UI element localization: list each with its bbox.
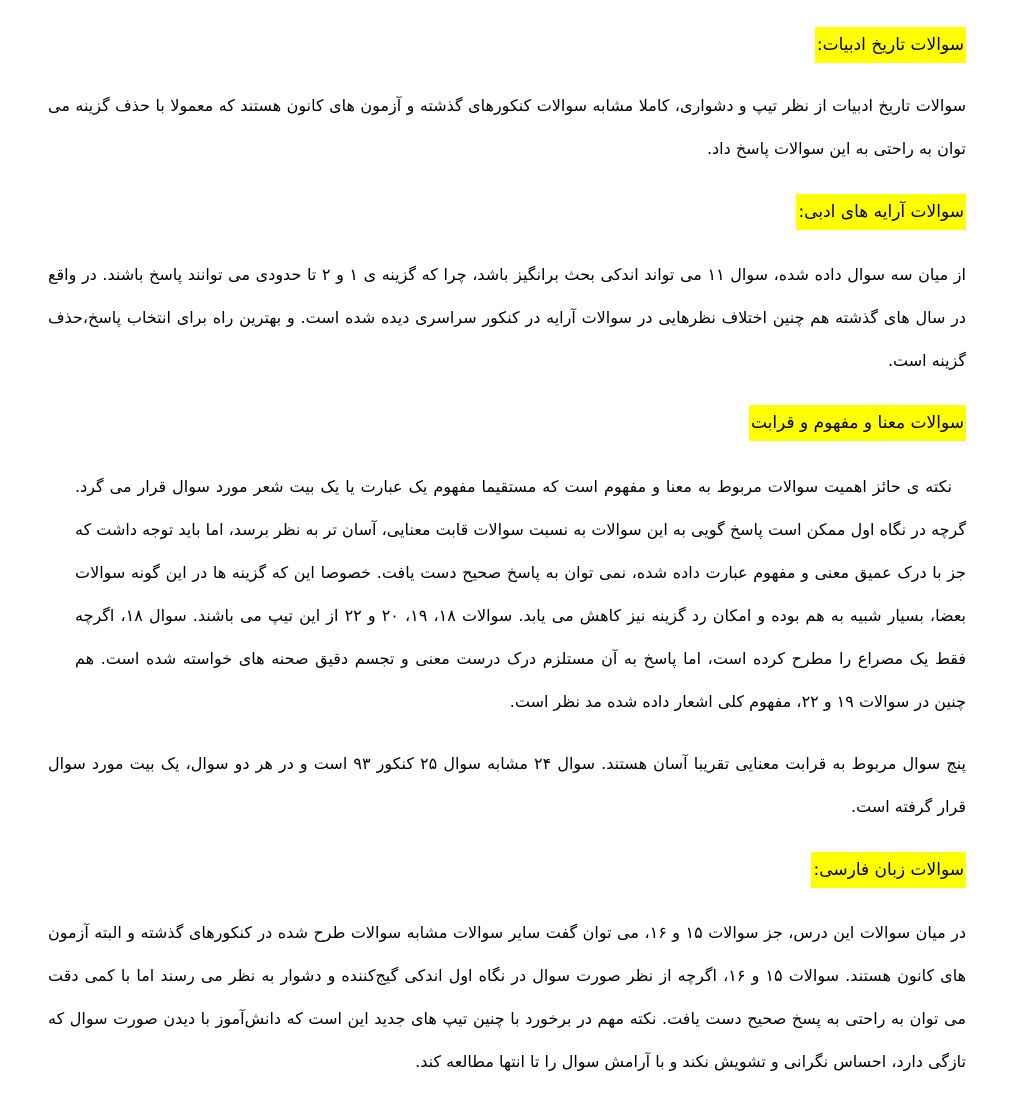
paragraph-persian-language: در میان سوالات این درس، جز سوالات ۱۵ و ۱۶، می توان گفت سایر سوالات مشابه سوالات طرح شده در کنکورهای گذشته و البته آزمون های کانون هستند. سوالات ۱۵ و ۱۶، اگرچه از نظر صورت سوال در نگاه اول اندکی گیج‌کننده و دشوار به نظر می رسند اما با کمی دقت می توان به راحتی به پسخ صحیح دست یافت. نکته مهم در برخورد با چنین تیپ های جدید این است که دانش‌آموز با دیدن صورت سوال که تازگی دارد، احساس نگرانی و تشویش نکند و با آرامش سوال را تا انتها مطالعه کند. <box>48 923 967 1071</box>
section-persian-language <box>48 852 966 888</box>
paragraph-meaning-concept: نکته ی حائز اهمیت سوالات مربوط به معنا و مفهوم است که مستقیما مفهوم یک عبارت یا یک بیت شعر مورد سوال قرار می گرد. گرچه در نگاه اول ممکن است پاسخ گویی به این سوالات به نسبت سوالات قابت معنایی، آسان تر به نظر برسد، اما باید توجه داشت که جز با درک عمیق معنی و مفهوم عبارت داده شده، نمی توان به پاسخ صحیح دست یافت. خصوصا این که گزینه ها در این گونه سوالات بعضا، بسیار شبیه به هم بوده و امکان رد گزینه نیز کاهش می یابد. سوالات ۱۸، ۱۹، ۲۰ و ۲۲ از این تیپ می باشند. سوال ۱۸، اگرچه فقط یک مصراع را مطرح کرده است، اما پاسخ به آن مستلزم درک درست معنی و تجسم دقیق صحنه های خواسته شده است. هم چنین در سوالات ۱۹ و ۲۲، مفهوم کلی اشعار داده شده مد نظر است. <box>75 477 967 711</box>
paragraph-semantic-similarity: پنج سوال مربوط به قرابت معنایی تقریبا آسان هستند. سوال ۲۴ مشابه سوال ۲۵ کنکور ۹۳ است و در هر دو سوال، یک بیت مورد سوال قرار گرفته است. <box>48 754 966 816</box>
section-literary-history <box>48 27 966 63</box>
heading-meaning-concept: سوالات معنا و مفهوم و قرابت <box>749 405 966 441</box>
paragraph-literary-devices: از میان سه سوال داده شده، سوال ۱۱ می تواند اندکی بحث برانگیز باشد، چرا که گزینه ی ۱ و ۲ تا حدودی می توانند پاسخ باشند. در واقع در سال های گذشته هم چنین اختلاف نظرهایی در سوالات آرایه در کنکور سراسری دیده شده است. و بهترین راه برای انتخاب پاسخ،حذف گزینه است. <box>48 265 966 370</box>
heading-literary-devices: سوالات آرایه های ادبی: <box>796 194 966 230</box>
paragraph-literary-history: سوالات تاریخ ادبیات از نظر تیپ و دشواری، کاملا مشابه سوالات کنکورهای گذشته و آزمون های کانون هستند که معمولا با حذف گزینه می توان به راحتی به این سوالات پاسخ داد. <box>48 96 966 158</box>
heading-persian-language: سوالات زبان فارسی: <box>811 852 966 888</box>
section-literary-devices <box>48 194 966 230</box>
section-meaning-concept <box>48 405 966 441</box>
heading-literary-history: سوالات تاریخ ادبیات: <box>815 27 966 63</box>
